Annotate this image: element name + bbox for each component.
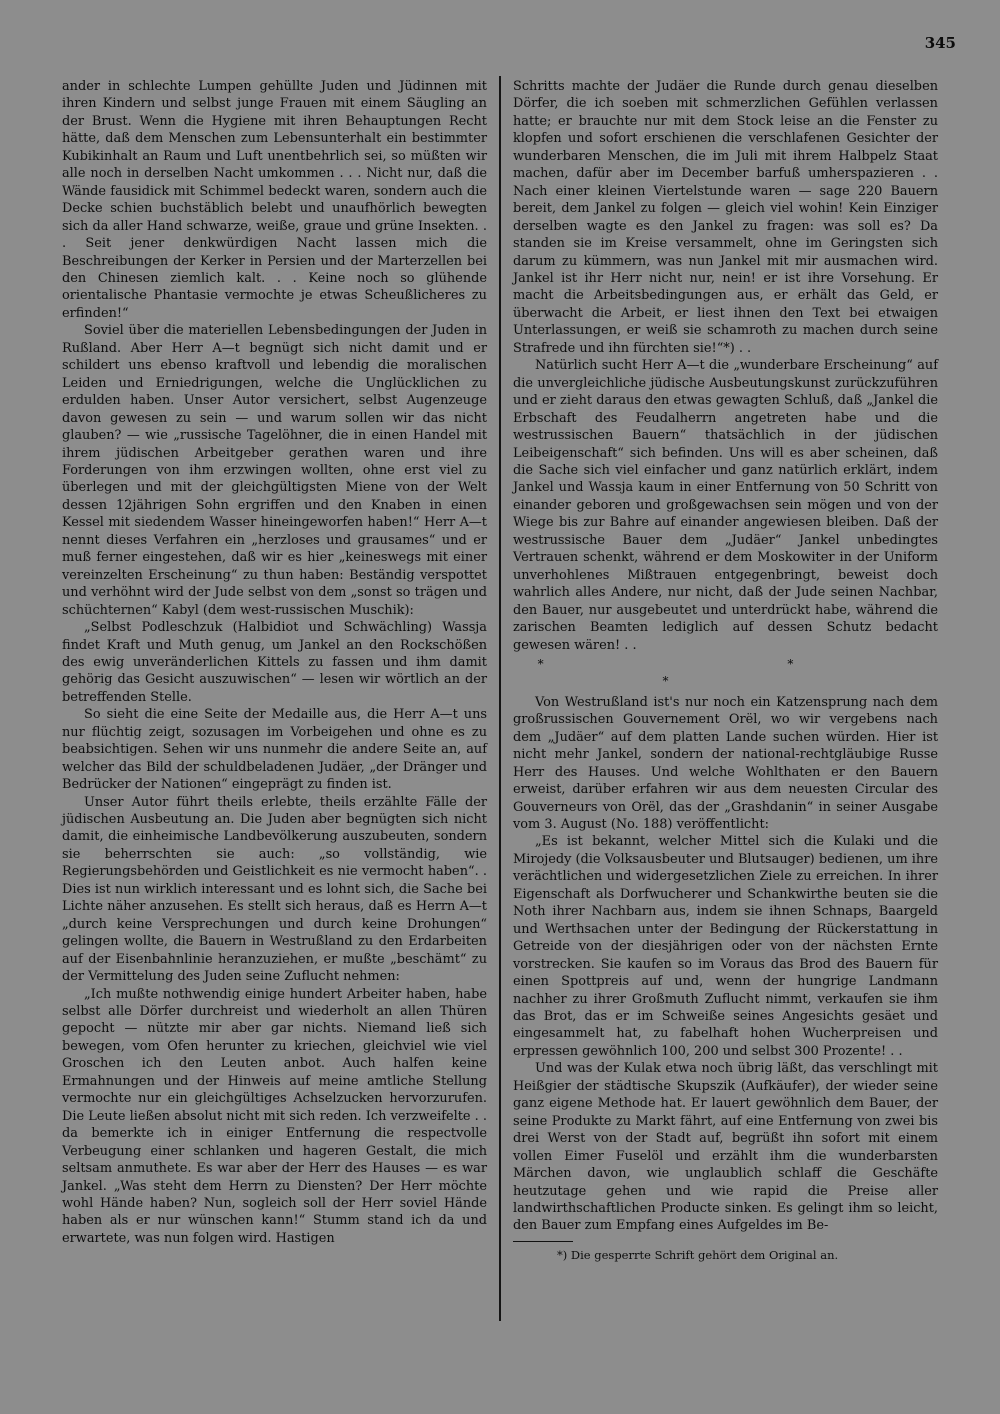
- right-column: [513, 78, 938, 1263]
- footnote: *) Die gesperrte Schrift gehört dem Original an.: [557, 1247, 839, 1262]
- left-column: [62, 78, 487, 1247]
- paragraph: Unser Autor führt theils erlebte, theils erzählte Fälle der jüdischen Ausbeutung an. Die Juden aber begnügten sich nicht damit, die einheimische Landbevölkerung auszubeuten, sondern sie beherrschten sie auch: „so vollständig, wie Regierungsbehörden und Geistlichkeit es nie vermocht haben“. . Dies ist nun wirklich interessant und es lohnt sich, die Sache bei Lichte näher anzusehen. Es stellt sich heraus, daß es Herrn A—t „durch keine Versprechungen und durch keine Drohungen“ gelingen wollte, die Bauern in Westrußland zu den Erdarbeiten auf der Eisenbahnlinie heranzuziehen, er mußte „beschämt“ zu der Vermittelung des Juden seine Zuflucht nehmen:: [62, 794, 487, 985]
- quote-paragraph: „Es ist bekannt, welcher Mittel sich die Kulaki und die Mirojedy (die Volksausbeuter und Blutsauger) bedienen, um ihre verächtlichen und widergesetzlichen Ziele zu erreichen. In ihrer Eigenschaft als Dorfwucherer und Schankwirthe beuten sie die Noth ihrer Nachbarn aus, indem sie ihnen Schnaps, Baargeld und Werthsachen unter der Bedingung der Rückerstattung in Getreide von der diesjährigen oder von der nächsten Ernte vorstrecken. Sie kaufen so im Voraus das Brod des Bauern für einen Spottpreis auf und, wenn der hungrige Landmann nachher zu ihrer Großmuth Zuflucht nimmt, verkaufen sie ihm das Brot, das er im Schweiße seines Angesichts gesäet und eingesammelt hat, zu fabelhaft hohen Wucherpreisen und erpressen gewöhnlich 100, 200 und selbst 300 Prozente! . .: [513, 834, 938, 1059]
- paragraph: Von Westrußland ist's nur noch ein Katzensprung nach dem großrussischen Gouvernement Orël, wo wir vergebens nach dem „Judäer“ auf dem platten Lande suchen würden. Hier ist nicht mehr Jankel, sondern der national-rechtgläubige Russe Herr des Hauses. Und welche Wohlthaten er den Bauern erweist, darüber erfahren wir aus dem neuesten Circular des Gouverneurs von Orël, das der „Grashdanin“ in seiner Ausgabe vom 3. August (No. 188) veröffentlicht:: [513, 694, 938, 833]
- paragraph: Soviel über die materiellen Lebensbedingungen der Juden in Rußland. Aber Herr A—t begnügt sich nicht damit und er schildert uns ebenso kraftvoll und lebendig die moralischen Leiden und Erniedrigungen, welche die Unglücklichen zu erdulden haben. Unser Autor versichert, selbst Augenzeuge davon gewesen zu sein — und warum sollen wir das nicht glauben? — wie „russische Tagelöhner, die in einen Handel mit ihrem jüdischen Arbeitgeber gerathen waren und ihre Forderungen von ihm erzwingen wollten, ohne erst viel zu überlegen und mit der gleichgültigsten Miene von der Welt dessen 12jährigen Sohn ergriffen und den Knaben in einen Kessel mit siedendem Wasser hineingeworfen haben!“ Herr A—t nennt dieses Verfahren ein „herzloses und grausames“ und er muß ferner eingestehen, daß wir es hier „keineswegs mit einer vereinzelten Erscheinung“ zu thun haben: Beständig verspottet und verhöhnt wird der Jude selbst von dem „sonst so trägen und schüchternen“ Kabyl (dem west-russischen Muschik):: [62, 323, 487, 618]
- footnote-rule: [513, 1241, 573, 1242]
- paragraph: So sieht die eine Seite der Medaille aus, die Herr A—t uns nur flüchtig zeigt, sozusagen im Vorbeigehen und ohne es zu beabsichtigen. Sehen wir uns nunmehr die andere Seite an, auf welcher das Bild der schuldbeladenen Judäer, „der Dränger und Bedrücker der Nationen“ eingeprägt zu finden ist.: [62, 707, 487, 793]
- paragraph: Und was der Kulak etwa noch übrig läßt, das verschlingt mit Heißgier der städtische Skupszik (Aufkäufer), der wieder seine ganz eigene Methode hat. Er lauert gewöhnlich dem Bauer, der seine Produkte zu Markt fährt, auf eine Entfernung von zwei bis drei Werst von der Stadt auf, begrüßt ihn sofort mit einem vollen Eimer Fuselöl und erzählt ihm die wunderbarsten Märchen davon, wie unglaublich schlaff die Geschäfte heutzutage gehen und wie rapid die Preise aller landwirthschaftlichen Producte sinken. Es gelingt ihm so leicht, den Bauer zum Empfang eines Aufgeldes im Be-: [513, 1061, 938, 1234]
- column-divider: [499, 76, 501, 1321]
- paragraph: Schritts machte der Judäer die Runde durch genau dieselben Dörfer, die ich soeben mit schmerzlichen Gefühlen verlassen hatte; er brauchte nur mit dem Stock leise an die Fenster zu klopfen und sofort erschienen die verschlafenen Gesichter der wunderbaren Menschen, die im Juli mit ihrem Halbpelz Staat machen, dafür aber im December barfuß umherspazieren . . Nach einer kleinen Viertelstunde waren — sage 220 Bauern bereit, dem Jankel zu folgen — gleich viel wohin! Kein Einziger derselben wagte es den Jankel zu fragen: was soll es? Da standen sie im Kreise versammelt, ohne im Geringsten sich darum zu kümmern, was nun Jankel mit mir ausmachen wird. Jankel ist ihr Herr nicht nur, nein! er ist ihre Vorsehung. Er macht die Arbeitsbedingungen aus, er erhält das Geld, er überwacht die Arbeit, er liest ihnen den Text bei etwaigen Unterlassungen, er weiß sie schamroth zu machen durch seine Strafrede und ihn fürchten sie!“*) . .: [513, 79, 938, 356]
- section-separator: * * *: [537, 656, 914, 689]
- quote-paragraph: „Ich mußte nothwendig einige hundert Arbeiter haben, habe selbst alle Dörfer durchreist und wiederholt an allen Thüren gepocht — nützte mir aber gar nichts. Niemand ließ sich bewegen, vom Ofen herunter zu kriechen, gleichviel wie viel Groschen ich den Leuten anbot. Auch halfen keine Ermahnungen und der Hinweis auf meine amtliche Stellung vermochte nur ein gleichgültiges Achselzucken hervorzurufen. Die Leute ließen absolut nicht mit sich reden. Ich verzweifelte . . da bemerkte ich in einiger Entfernung die respectvolle Verbeugung einer schlanken und hageren Gestalt, die mich seltsam anmuthete. Es war aber der Herr des Hauses — es war Jankel. „Was steht dem Herrn zu Diensten? Der Herr möchte wohl Hände haben? Nun, sogleich soll der Herr soviel Hände haben als er nur wünschen kann!“ Stumm stand ich da und erwartete, was nun folgen wird. Hastigen: [62, 986, 487, 1246]
- paragraph: Natürlich sucht Herr A—t die „wunderbare Erscheinung“ auf die unvergleichliche jüdische Ausbeutungskunst zurückzuführen und er zieht daraus den etwas gewagten Schluß, daß „Jankel die Erbschaft des Feudalherrn angetreten habe und die westrussischen Bauern“ thatsächlich in der jüdischen Leibeigenschaft“ sich befinden. Uns will es aber scheinen, daß die Sache sich viel einfacher und ganz natürlich erklärt, indem Jankel und Wassja kaum in einer Entfernung von 50 Schritt von einander geboren und großgewachsen sein mögen und von der Wiege bis zur Bahre auf einander angewiesen bleiben. Daß der westrussische Bauer dem „Judäer“ Jankel unbedingtes Vertrauen schenkt, während er dem Moskowiter in der Uniform unverhohlenes Mißtrauen entgegenbringt, beweist doch wahrlich alles Andere, nur nicht, daß der Jude seinen Nachbar, den Bauer, nur ausgebeutet und unterdrückt habe, während die zarischen Beamten lediglich auf dessen Schutz bedacht gewesen wären! . .: [513, 358, 938, 653]
- page-number: 345: [924, 34, 956, 52]
- quote-paragraph: „Selbst Podleschzuk (Halbidiot und Schwächling) Wassja findet Kraft und Muth genug, um Jankel an den Rockschößen des ewig unveränderlichen Kittels zu fassen und ihm damit gehörig das Gesicht auszuwischen“ — lesen wir wörtlich an der betreffenden Stelle.: [62, 620, 487, 705]
- paragraph: ander in schlechte Lumpen gehüllte Juden und Jüdinnen mit ihren Kindern und selbst junge Frauen mit einem Säugling an der Brust. Wenn die Hygiene mit ihren Behauptungen Recht hätte, daß dem Menschen zum Lebensunterhalt ein bestimmter Kubikinhalt an Raum und Luft unentbehrlich sei, so müßten wir alle noch in derselben Nacht umkommen . . . Nicht nur, daß die Wände fausidick mit Schimmel bedeckt waren, sondern auch die Decke schien buchstäblich belebt und unaufhörlich bewegten sich da aller Hand schwarze, weiße, graue und grüne Insekten. . . Seit jener denkwürdigen Nacht lassen mich die Beschreibungen der Kerker in Persien und der Marterzellen bei den Chinesen ziemlich kalt. . . Keine noch so glühende orientalische Phantasie vermochte je etwas Scheußlicheres zu erfinden!“: [62, 79, 487, 321]
